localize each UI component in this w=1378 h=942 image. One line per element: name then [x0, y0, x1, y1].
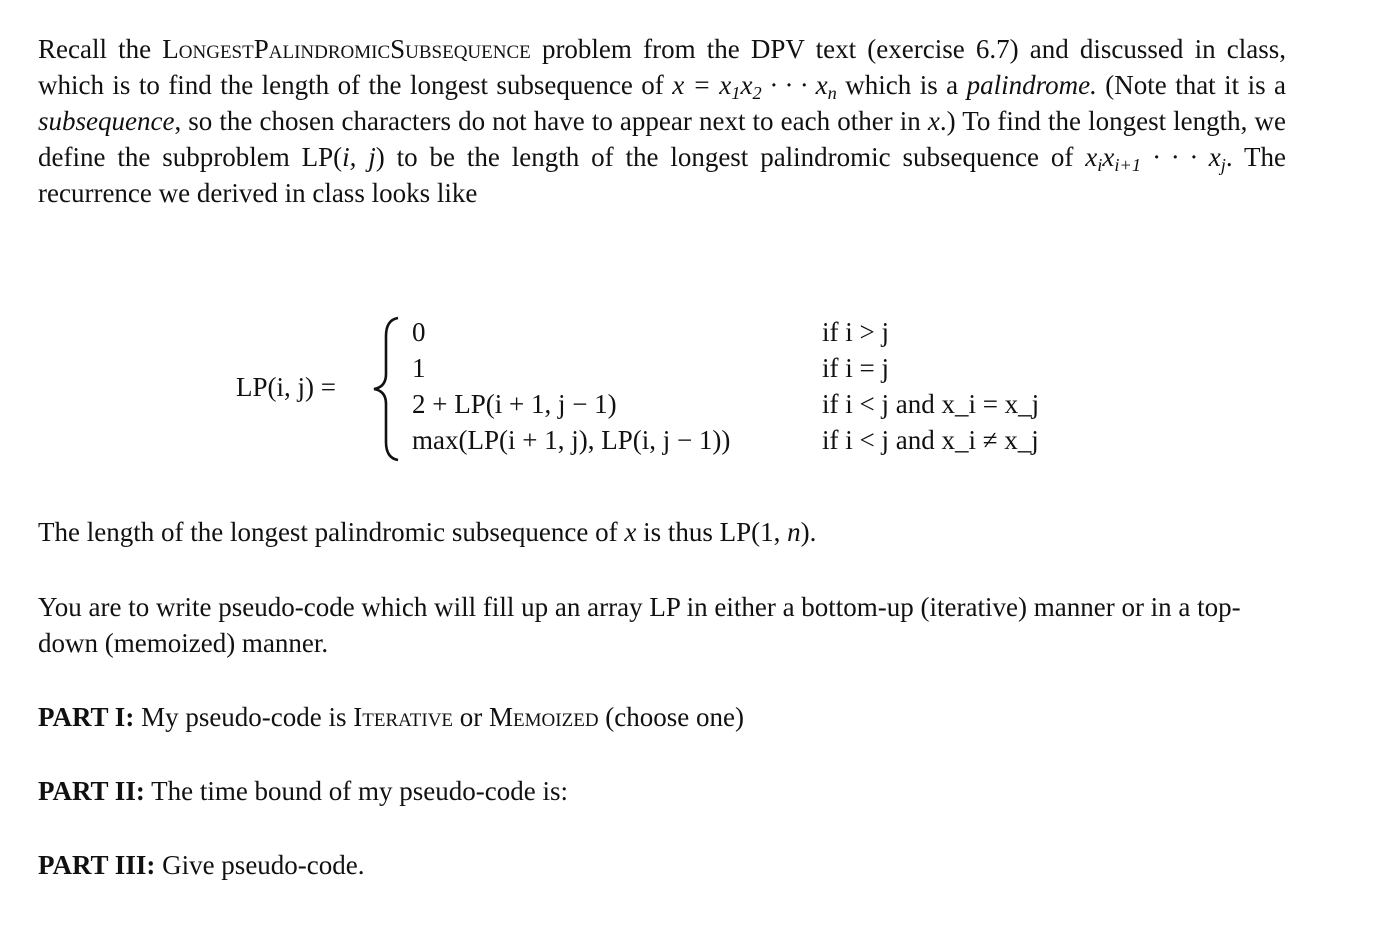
part-1 — [38, 699, 1286, 735]
result-text-3: ). — [800, 517, 817, 547]
case-value-0: 0 — [412, 317, 426, 347]
result-n: n — [787, 517, 801, 547]
part-1-label: PART I: — [38, 702, 135, 732]
part-3-text: Give pseudo-code. — [155, 850, 365, 880]
palindrome-term: palindrome. — [966, 70, 1097, 100]
part-1-or: or — [453, 702, 490, 732]
part-3 — [38, 847, 1286, 883]
case-condition-0: if i > j — [822, 317, 889, 347]
sub-dots: · · · x — [1141, 142, 1221, 172]
recurrence-equation — [236, 314, 1096, 462]
part-3-label: PART III: — [38, 850, 156, 880]
sub-j: j — [1220, 155, 1226, 176]
substring-expression — [1085, 142, 1226, 176]
x-variable: x — [927, 106, 940, 136]
problem-name: LongestPalindromicSubsequence — [162, 34, 531, 64]
intro-text-5: , so the chosen characters do not have to appear next to each other in — [174, 106, 928, 136]
case-value-3: max(LP(i + 1, j), LP(i, j − 1)) — [412, 425, 731, 455]
intro-text-6: .) To find the longest length, we define the subproblem LP( — [38, 106, 1286, 172]
intro-text-8: . The recurrence we derived in class looks like — [38, 142, 1286, 208]
intro-text-1: Recall the — [38, 34, 163, 64]
intro-text-3: which is a — [836, 70, 967, 100]
subsequence-term: subsequence — [38, 106, 175, 136]
case-value-1: 1 — [412, 353, 426, 383]
sequence-expression — [672, 70, 837, 104]
option-memoized: Memoized — [489, 702, 599, 732]
part-2-text: The time bound of my pseudo-code is: — [144, 776, 569, 806]
case-condition-3: if i < j and x_i ≠ x_j — [822, 425, 1039, 455]
sub-xi: x — [1085, 142, 1098, 172]
part-1-text-2: (choose one) — [598, 702, 744, 732]
result-x: x — [624, 517, 637, 547]
case-value-2: 2 + LP(i + 1, j − 1) — [412, 389, 617, 419]
seq-expr-head: x = x — [672, 70, 732, 100]
intro-text-2: problem from the DPV text (exercise 6.7) and discussed in class, which is to find the length of the longest subsequence of — [38, 34, 1286, 100]
part-2 — [38, 773, 1286, 809]
seq-x2: x — [740, 70, 753, 100]
task-paragraph: You are to write pseudo-code which will fill up an array LP in either a bottom-up (iterative) manner or in a top-down (memoized) manner. — [38, 592, 1241, 658]
sub-i: i — [1097, 155, 1103, 176]
seq-dots: · · · x — [761, 70, 828, 100]
ij-args: i, j — [342, 142, 376, 172]
case-condition-1: if i = j — [822, 353, 889, 383]
sub-2: 2 — [752, 83, 762, 104]
option-iterative: Iterative — [353, 702, 454, 732]
intro-text-7: ) to be the length of the longest palindromic subsequence of — [375, 142, 1086, 172]
case-condition-2: if i < j and x_i = x_j — [822, 389, 1040, 419]
sub-i-plus-1: i+1 — [1114, 155, 1141, 176]
result-text-2: is thus LP(1, — [636, 517, 788, 547]
result-paragraph — [38, 514, 1286, 550]
recurrence-lhs: LP(i, j) = — [236, 372, 336, 402]
sub-1: 1 — [731, 83, 741, 104]
intro-text-4: (Note that it is a — [1096, 70, 1287, 100]
intro-paragraph — [38, 31, 1286, 211]
part-2-label: PART II: — [38, 776, 145, 806]
left-brace-icon — [368, 316, 402, 462]
part-1-text-1: My pseudo-code is — [134, 702, 354, 732]
sub-n: n — [827, 83, 837, 104]
sub-xi1: x — [1102, 142, 1115, 172]
result-text-1: The length of the longest palindromic subsequence of — [38, 517, 625, 547]
